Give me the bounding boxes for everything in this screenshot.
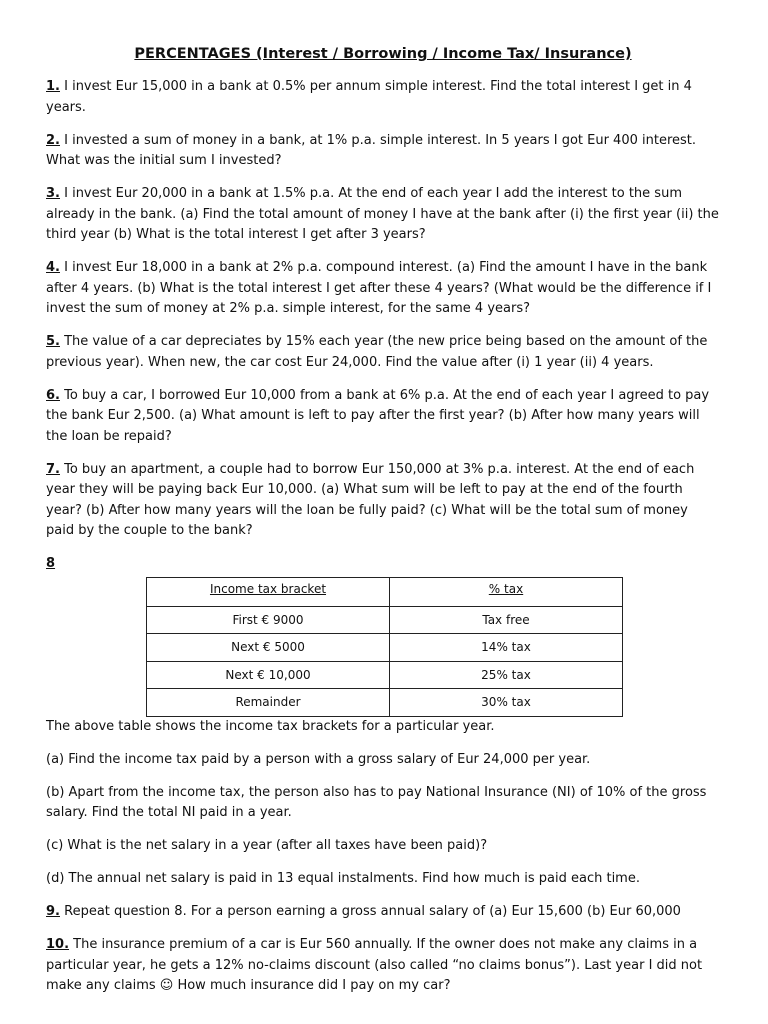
question-text: The value of a car depreciates by 15% each year (the new price being based on the amount of the previous year). When new, the car cost Eur 24,000. Find the value after (i) 1 year (ii) 4 years. — [46, 334, 708, 370]
question-number: 9. — [46, 904, 60, 919]
tax-cell: Tax free — [390, 606, 623, 634]
question-number: 5. — [46, 334, 60, 349]
question-4 — [46, 258, 720, 320]
column-header-tax: % tax — [390, 577, 623, 606]
question-9 — [46, 902, 720, 923]
page-title: PERCENTAGES (Interest / Borrowing / Income Tax/ Insurance) — [134, 46, 632, 62]
question-2 — [46, 131, 720, 172]
question-8-part-c: (c) What is the net salary in a year (after all taxes have been paid)? — [46, 838, 488, 853]
column-header-bracket: Income tax bracket — [147, 577, 390, 606]
bracket-cell: First € 9000 — [147, 606, 390, 634]
question-8-part-a: (a) Find the income tax paid by a person with a gross salary of Eur 24,000 per year. — [46, 751, 591, 767]
worksheet-page — [46, 44, 720, 1009]
question-number: 10. — [46, 937, 70, 952]
question-number: 1. — [46, 79, 60, 94]
tax-cell: 30% tax — [390, 689, 623, 717]
tax-cell: 14% tax — [390, 634, 623, 662]
question-number: 8 — [46, 556, 56, 571]
question-text: Repeat question 8. For a person earning a gross annual salary of (a) Eur 15,600 (b) Eur 60,000 — [59, 904, 681, 919]
question-text: To buy a car, I borrowed Eur 10,000 from a bank at 6% p.a. At the end of each year I agreed to pay the bank Eur 2,500. (a) What amount is left to pay after the first year? (b) After how many years will the loan be repaid? — [46, 387, 710, 444]
question-7 — [46, 460, 720, 542]
question-text: I invested a sum of money in a bank, at 1% p.a. simple interest. In 5 years I got Eur 400 interest. What was the initial sum I invested? — [46, 132, 697, 168]
income-tax-table — [146, 577, 623, 717]
question-number: 2. — [46, 132, 60, 148]
question-8-part-b: (b) Apart from the income tax, the person also has to pay National Insurance (NI) of 10% of the gross salary. Find the total NI paid in a year. — [46, 784, 707, 820]
table-row — [147, 634, 623, 662]
bracket-cell: Next € 10,000 — [147, 661, 390, 689]
bracket-cell: Remainder — [147, 689, 390, 717]
question-text: I invest Eur 18,000 in a bank at 2% p.a. compound interest. (a) Find the amount I have in the bank after 4 years. (b) What is the total interest I get after these 4 years? (What would be the difference if I invest the sum of money at 2% p.a. simple interest, for the same 4 years? — [46, 260, 712, 316]
question-3 — [46, 184, 720, 246]
question-number: 3. — [46, 186, 60, 201]
question-text: I invest Eur 15,000 in a bank at 0.5% per annum simple interest. Find the total interest I get in 4 years. — [46, 79, 692, 115]
tax-cell: 25% tax — [390, 661, 623, 689]
question-5 — [46, 332, 720, 373]
question-10 — [46, 935, 720, 997]
question-8-part-d: (d) The annual net salary is paid in 13 equal instalments. Find how much is paid each time. — [46, 871, 640, 886]
question-number: 6. — [46, 387, 60, 403]
bracket-cell: Next € 5000 — [147, 634, 390, 662]
question-number: 7. — [46, 461, 60, 477]
question-8-intro: The above table shows the income tax brackets for a particular year. — [46, 718, 495, 734]
question-number: 4. — [46, 260, 60, 275]
table-row — [147, 689, 623, 717]
table-row — [147, 606, 623, 634]
question-text: I invest Eur 20,000 in a bank at 1.5% p.a. At the end of each year I add the interest to the sum already in the bank. (a) Find the total amount of money I have at the bank after (i) the first year (ii) the third year (b) What is the total interest I get after 3 years? — [46, 186, 719, 242]
table-header-row — [147, 577, 623, 606]
question-8-label — [46, 554, 720, 575]
question-text: The insurance premium of a car is Eur 560 annually. If the owner does not make any claims in a particular year, he gets a 12% no-claims discount (also called “no claims bonus”). Last year I did not make any claims ☺ How much insurance did I pay on my car? — [46, 937, 703, 993]
table-row — [147, 661, 623, 689]
question-text: To buy an apartment, a couple had to borrow Eur 150,000 at 3% p.a. interest. At the end of each year they will be paying back Eur 10,000. (a) What sum will be left to pay at the end of the fourth year? (b) After how many years will the loan be fully paid? (c) What will be the total sum of money paid by the couple to the bank? — [46, 461, 695, 538]
question-1 — [46, 77, 720, 118]
question-6 — [46, 386, 720, 448]
